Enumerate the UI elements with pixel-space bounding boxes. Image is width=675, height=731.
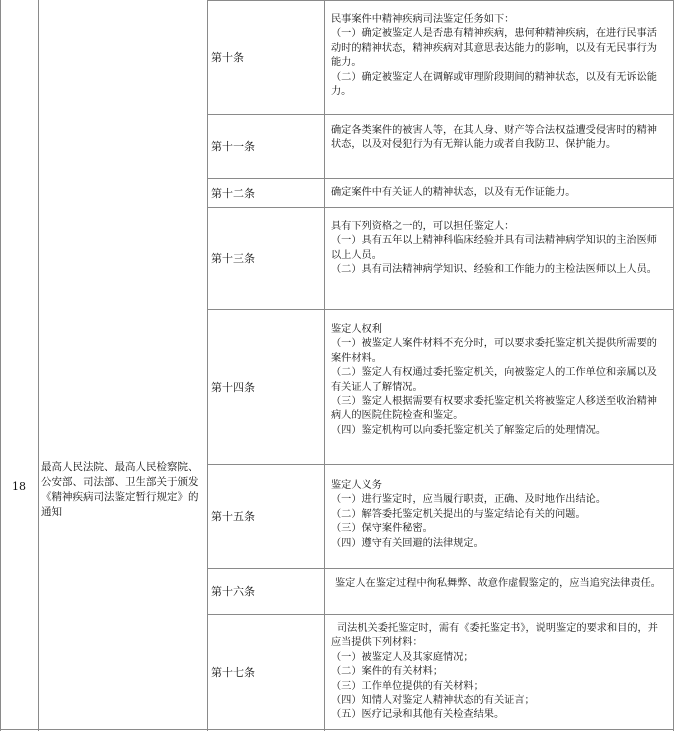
- article-content: [331, 479, 667, 551]
- article-content: [331, 124, 667, 153]
- article-content: [331, 323, 667, 438]
- content-line: 鉴定人权利: [331, 324, 382, 335]
- content-line: 确定案件中有关证人的精神状态，以及有无作证能力。: [331, 187, 576, 198]
- content-line: （三）鉴定人根据需要有权要求委托鉴定机关将被鉴定人移送至收治精神病人的医院住院检查和鉴定。: [331, 396, 657, 422]
- article-label: 第十条: [211, 51, 244, 64]
- content-line: 鉴定人在鉴定过程中徇私舞弊、故意作虚假鉴定的，应当追究法律责任。: [335, 578, 661, 589]
- table-divider-article: [324, 0, 325, 731]
- table-bottom-border: [0, 729, 674, 730]
- content-line: （一）被鉴定人及其家庭情况；: [331, 651, 474, 663]
- content-line: （一）进行鉴定时，应当履行职责，正确、及时地作出结论。: [331, 494, 607, 506]
- content-line: （二）确定被鉴定人在调解或审理阶段期间的精神状态，以及有无诉讼能力。: [331, 71, 657, 98]
- content-line: （五）医疗记录和其他有关检查结果。: [331, 709, 505, 721]
- content-line: 司法机关委托鉴定时，需有《委托鉴定书》，说明鉴定的要求和目的，并应当提供下列材料：: [331, 623, 658, 649]
- table-border-right: [673, 0, 674, 731]
- article-content: [331, 577, 667, 591]
- document-title: 最高人民法院、最高人民检察院、公安部、司法部、卫生部关于颁发《精神疾病司法鉴定暂行规定》的通知: [41, 461, 199, 518]
- article-label: 第十四条: [211, 380, 255, 394]
- table-divider-title: [207, 0, 208, 731]
- article-label: 第十三条: [211, 252, 255, 265]
- article-label: 第十一条: [211, 140, 255, 153]
- content-line: 民事案件中精神疾病司法鉴定任务如下：: [331, 14, 515, 25]
- table-border-left: [0, 0, 1, 731]
- content-line: 确定各类案件的被害人等，在其人身、财产等合法权益遭受侵害时的精神状态，以及对侵犯行为有无辩认能力或者自我防卫、保护能力。: [331, 125, 657, 151]
- article-content: [331, 13, 667, 99]
- table-divider-number: [38, 0, 39, 731]
- article-label: 第十二条: [211, 186, 255, 200]
- article-label: 第十七条: [211, 665, 255, 679]
- article-label: 第十五条: [211, 510, 255, 523]
- content-line: 鉴定人义务: [331, 480, 382, 491]
- row-number: 18: [12, 480, 26, 493]
- content-line: （一）具有五年以上精神科临床经验并具有司法精神病学知识的主治医师以上人员。: [331, 235, 657, 261]
- content-line: （二）解答委托鉴定机关提出的与鉴定结论有关的问题。: [331, 508, 586, 520]
- content-line: 具有下列资格之一的，可以担任鉴定人：: [331, 221, 515, 232]
- article-content: [331, 220, 667, 278]
- content-line: （二）鉴定人有权通过委托鉴定机关，向被鉴定人的工作单位和亲属以及有关证人了解情况。: [331, 367, 657, 393]
- content-line: （四）遵守有关回避的法律规定。: [331, 537, 484, 549]
- content-line: （二）案件的有关材料；: [331, 666, 444, 678]
- article-label: 第十六条: [211, 585, 255, 598]
- content-line: （三）工作单位提供的有关材料；: [331, 680, 484, 692]
- article-content: [331, 622, 667, 723]
- content-line: （三）保守案件秘密。: [331, 523, 433, 535]
- content-line: （二）具有司法精神病学知识、经验和工作能力的主检法医师以上人员。: [331, 264, 657, 276]
- content-line: （四）知情人对鉴定人精神状态的有关证言；: [331, 695, 535, 707]
- article-content: [331, 186, 667, 200]
- content-line: （一）被鉴定人案件材料不充分时，可以要求委托鉴定机关提供所需要的案件材料。: [331, 338, 657, 364]
- content-line: （四）鉴定机构可以向委托鉴定机关了解鉴定后的处理情况。: [331, 424, 607, 436]
- content-line: （一）确定被鉴定人是否患有精神疾病，患何种精神疾病，在进行民事活动时的精神状态，精神疾病对其意思表达能力的影响，以及有无民事行为能力。: [331, 28, 657, 69]
